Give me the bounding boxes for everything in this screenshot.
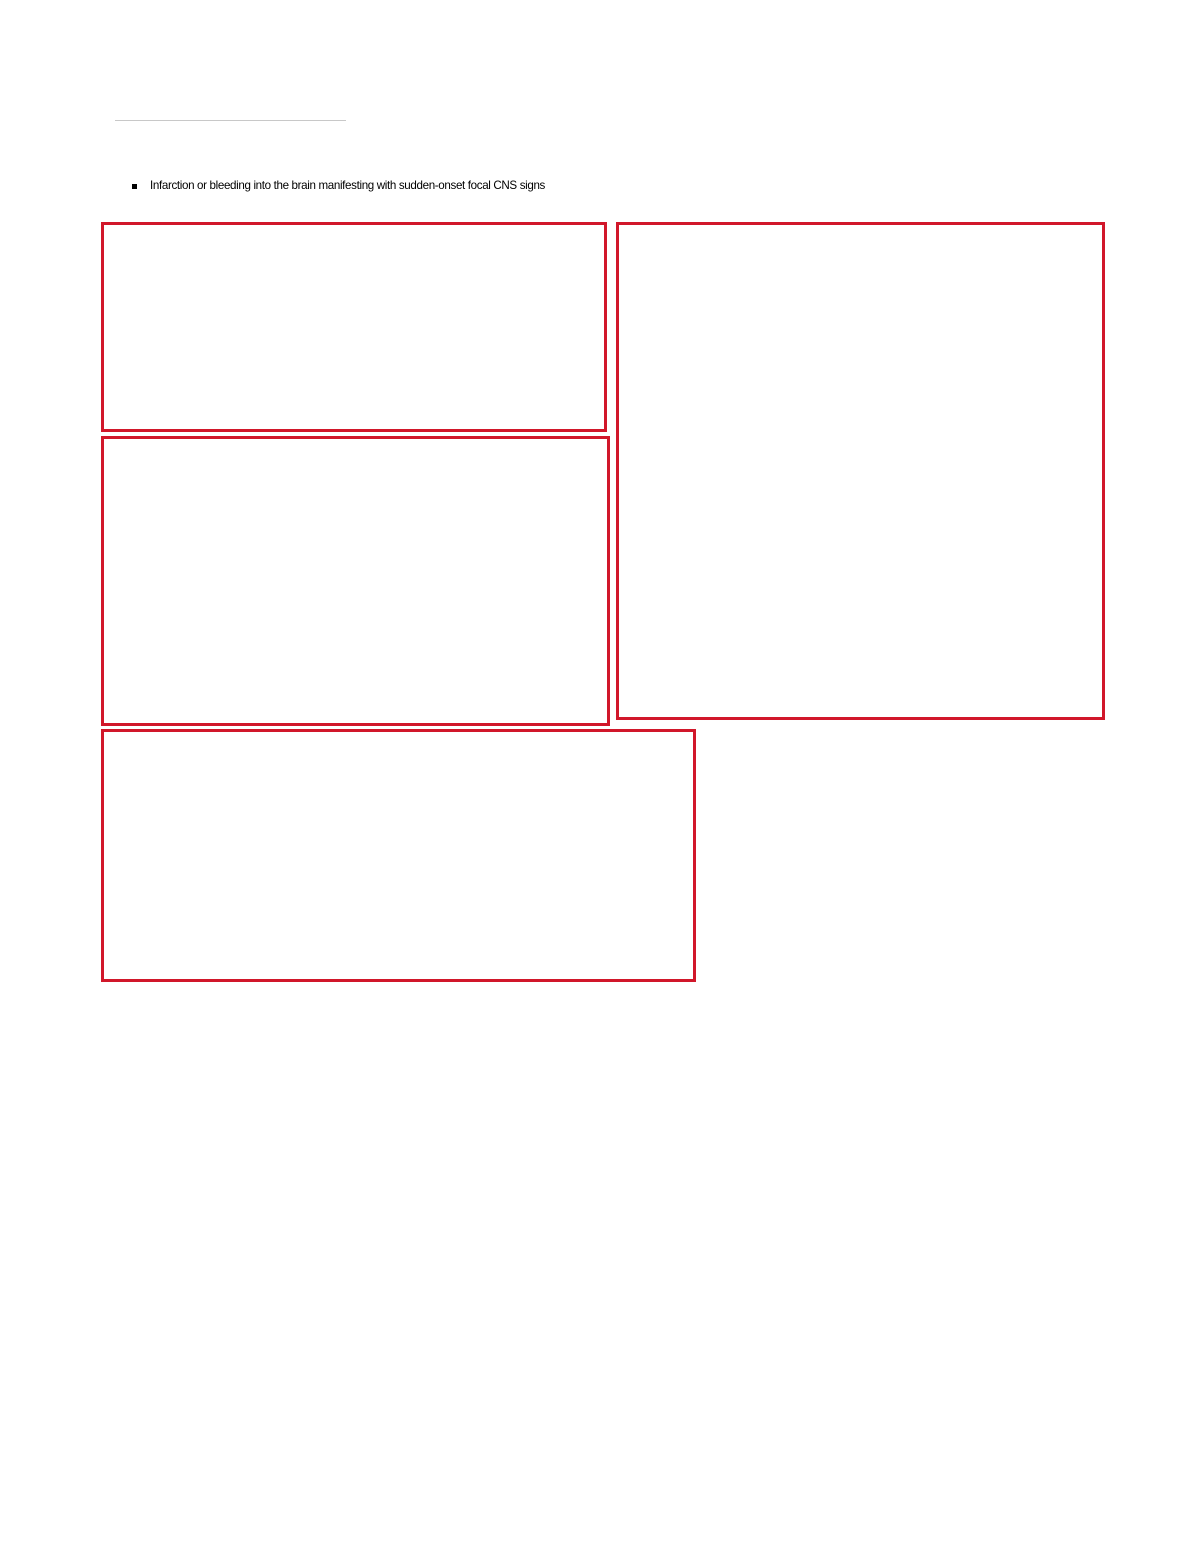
ddx-box[interactable] [101, 436, 610, 726]
list-item: Infarction or bleeding into the brain manifesting with sudden-onset focal CNS signs [116, 178, 676, 195]
acute-management-box[interactable] [101, 729, 696, 982]
what-is-section[interactable] [116, 178, 676, 195]
causes-box[interactable] [101, 222, 607, 432]
signs-box[interactable] [616, 222, 1105, 720]
page-timestamp [116, 128, 130, 140]
title-divider [115, 120, 346, 121]
what-is-list [116, 178, 676, 195]
